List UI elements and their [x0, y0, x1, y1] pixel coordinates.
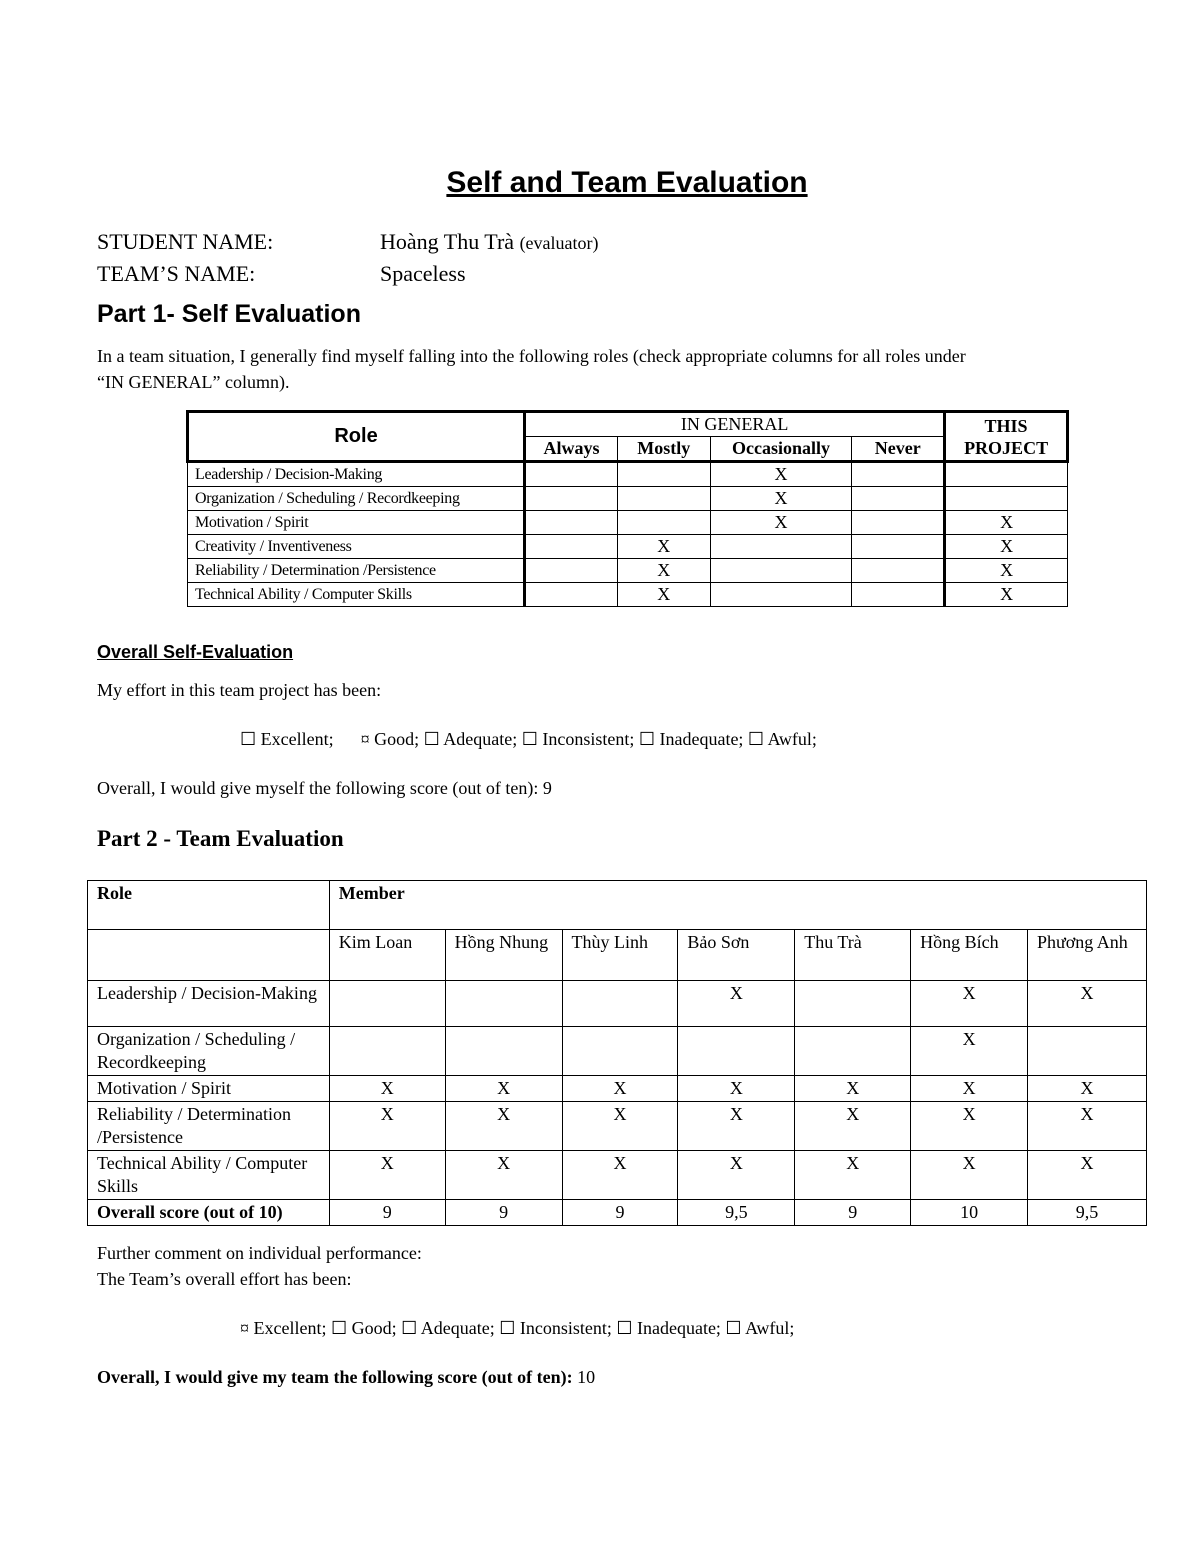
- team-cell: [795, 1027, 911, 1076]
- table-row: [188, 559, 1068, 583]
- self-cell: [525, 583, 618, 607]
- self-cell-project: X: [945, 559, 1068, 583]
- self-cell-project: [945, 487, 1068, 511]
- team-score-text: Overall, I would give my team the following score (out of ten):: [97, 1367, 573, 1387]
- team-cell: X: [445, 1076, 562, 1102]
- team-cell: X: [911, 1151, 1028, 1200]
- team-cell: X: [329, 1151, 445, 1200]
- this-project-line1: THIS: [984, 415, 1028, 436]
- further-comment-text: Further comment on individual performance:: [97, 1243, 422, 1263]
- table-row: [88, 1076, 1147, 1102]
- part1-intro-line1: In a team situation, I generally find myself falling into the following roles (check appropriate columns for all roles under: [97, 346, 966, 366]
- self-cell: X: [710, 462, 852, 487]
- team-cell: X: [795, 1151, 911, 1200]
- self-cell: X: [710, 487, 852, 511]
- team-cell: X: [678, 1151, 795, 1200]
- self-cell: [525, 535, 618, 559]
- self-role-label: Technical Ability / Computer Skills: [188, 583, 525, 607]
- team-score: 9: [329, 1200, 445, 1226]
- team-cell: [678, 1027, 795, 1076]
- team-cell: [445, 1027, 562, 1076]
- table-row: [188, 462, 1068, 487]
- self-cell: [852, 511, 945, 535]
- team-evaluation-table: [87, 880, 1147, 1226]
- self-cell: [852, 487, 945, 511]
- team-cell: X: [1028, 1102, 1147, 1151]
- self-cell: [710, 583, 852, 607]
- self-table-in-general-header: IN GENERAL: [525, 412, 945, 437]
- team-cell: X: [911, 1027, 1028, 1076]
- team-cell: [329, 981, 445, 1027]
- team-table-role-header: Role: [88, 881, 330, 930]
- page-title: Self and Team Evaluation: [446, 166, 808, 199]
- self-cell: [525, 559, 618, 583]
- self-score-line: [97, 775, 552, 801]
- student-note: (evaluator): [519, 233, 599, 253]
- team-role-label: Technical Ability / Computer Skills: [88, 1151, 330, 1200]
- member-name: Phương Anh: [1028, 930, 1147, 981]
- team-score: 9: [795, 1200, 911, 1226]
- team-score: 9,5: [678, 1200, 795, 1226]
- self-table-col-mostly: Mostly: [617, 437, 710, 462]
- team-cell: [562, 1027, 678, 1076]
- part1-intro: [97, 343, 1157, 395]
- this-project-line2: PROJECT: [964, 437, 1049, 458]
- self-role-label: Organization / Scheduling / Recordkeeping: [188, 487, 525, 511]
- team-score-value: 10: [577, 1367, 596, 1387]
- team-role-label: Motivation / Spirit: [88, 1076, 330, 1102]
- student-name-label: STUDENT NAME:: [97, 229, 274, 254]
- team-cell: X: [911, 981, 1028, 1027]
- self-role-label: Reliability / Determination /Persistence: [188, 559, 525, 583]
- team-table-member-header: Member: [329, 881, 1146, 930]
- self-role-label: Motivation / Spirit: [188, 511, 525, 535]
- overall-self-evaluation-heading: Overall Self-Evaluation: [97, 642, 294, 662]
- self-cell: [525, 462, 618, 487]
- self-cell-project: X: [945, 511, 1068, 535]
- member-name: Hồng Nhung: [445, 930, 562, 981]
- self-cell: [525, 487, 618, 511]
- team-score-label: Overall score (out of 10): [88, 1200, 330, 1226]
- self-cell-project: X: [945, 535, 1068, 559]
- team-score: 9: [562, 1200, 678, 1226]
- team-score: 10: [911, 1200, 1028, 1226]
- table-row: [188, 511, 1068, 535]
- team-cell: X: [678, 1102, 795, 1151]
- team-effort-text: The Team’s overall effort has been:: [97, 1269, 352, 1289]
- team-cell: X: [562, 1102, 678, 1151]
- self-cell: [617, 487, 710, 511]
- self-cell: [852, 535, 945, 559]
- self-table-col-never: Never: [852, 437, 945, 462]
- self-cell: [617, 511, 710, 535]
- team-role-label: Reliability / Determination /Persistence: [88, 1102, 330, 1151]
- self-table-this-project-header: [945, 412, 1068, 462]
- team-score-line: [97, 1364, 595, 1390]
- team-cell: X: [795, 1076, 911, 1102]
- self-role-label: Leadership / Decision-Making: [188, 462, 525, 487]
- member-name: Thùy Linh: [562, 930, 678, 981]
- table-row: [88, 1027, 1147, 1076]
- self-cell: [852, 583, 945, 607]
- team-cell: X: [445, 1151, 562, 1200]
- team-cell: [562, 981, 678, 1027]
- self-cell: X: [710, 511, 852, 535]
- table-row: [88, 1151, 1147, 1200]
- part2-heading: Part 2 - Team Evaluation: [97, 826, 344, 851]
- member-name: Thu Trà: [795, 930, 911, 981]
- self-cell: X: [617, 583, 710, 607]
- table-row: [188, 583, 1068, 607]
- team-cell: X: [1028, 981, 1147, 1027]
- student-name: Hoàng Thu Trà: [380, 229, 515, 254]
- team-cell: X: [1028, 1151, 1147, 1200]
- self-cell: [617, 462, 710, 487]
- team-effort-options: ¤ Excellent; ☐ Good; ☐ Adequate; ☐ Inconsistent; ☐ Inadequate; ☐ Awful;: [240, 1318, 795, 1338]
- member-name: Kim Loan: [329, 930, 445, 981]
- team-cell: X: [678, 981, 795, 1027]
- member-name: Bảo Sơn: [678, 930, 795, 981]
- team-score: 9,5: [1028, 1200, 1147, 1226]
- self-effort-options: ☐ Excellent; ¤ Good; ☐ Adequate; ☐ Inconsistent; ☐ Inadequate; ☐ Awful;: [240, 729, 817, 749]
- self-cell: X: [617, 535, 710, 559]
- team-cell: X: [1028, 1076, 1147, 1102]
- team-score: 9: [445, 1200, 562, 1226]
- self-cell: X: [617, 559, 710, 583]
- team-cell: X: [329, 1076, 445, 1102]
- table-row: [88, 1102, 1147, 1151]
- team-cell: [795, 981, 911, 1027]
- team-cell: X: [678, 1076, 795, 1102]
- self-cell: [710, 535, 852, 559]
- team-cell: [1028, 1027, 1147, 1076]
- self-score-text: Overall, I would give myself the following score (out of ten):: [97, 778, 539, 798]
- team-cell: X: [795, 1102, 911, 1151]
- team-name-value: Spaceless: [380, 261, 466, 286]
- self-cell: [852, 462, 945, 487]
- self-cell: [525, 511, 618, 535]
- self-effort-text: My effort in this team project has been:: [97, 680, 382, 700]
- self-role-label: Creativity / Inventiveness: [188, 535, 525, 559]
- team-cell: [329, 1027, 445, 1076]
- team-table-empty-cell: [88, 930, 330, 981]
- member-name: Hồng Bích: [911, 930, 1028, 981]
- team-role-label: Organization / Scheduling / Recordkeeping: [88, 1027, 330, 1076]
- self-score-value: 9: [542, 778, 552, 798]
- table-row: [188, 535, 1068, 559]
- self-table-role-header: Role: [188, 412, 525, 462]
- part1-heading: Part 1- Self Evaluation: [97, 300, 361, 328]
- self-cell-project: [945, 462, 1068, 487]
- self-evaluation-table: [186, 410, 1069, 607]
- team-cell: X: [562, 1151, 678, 1200]
- team-cell: [445, 981, 562, 1027]
- table-row: [188, 487, 1068, 511]
- table-row: [88, 981, 1147, 1027]
- student-name-value: [380, 229, 599, 255]
- self-cell-project: X: [945, 583, 1068, 607]
- team-cell: X: [911, 1076, 1028, 1102]
- table-row: [88, 1200, 1147, 1226]
- self-table-col-occasionally: Occasionally: [710, 437, 852, 462]
- team-name-label: TEAM’S NAME:: [97, 261, 256, 286]
- team-cell: X: [329, 1102, 445, 1151]
- team-cell: X: [445, 1102, 562, 1151]
- self-cell: [710, 559, 852, 583]
- self-cell: [852, 559, 945, 583]
- team-cell: X: [911, 1102, 1028, 1151]
- team-cell: X: [562, 1076, 678, 1102]
- part1-intro-line2: “IN GENERAL” column).: [97, 372, 290, 392]
- team-role-label: Leadership / Decision-Making: [88, 981, 330, 1027]
- self-table-col-always: Always: [525, 437, 618, 462]
